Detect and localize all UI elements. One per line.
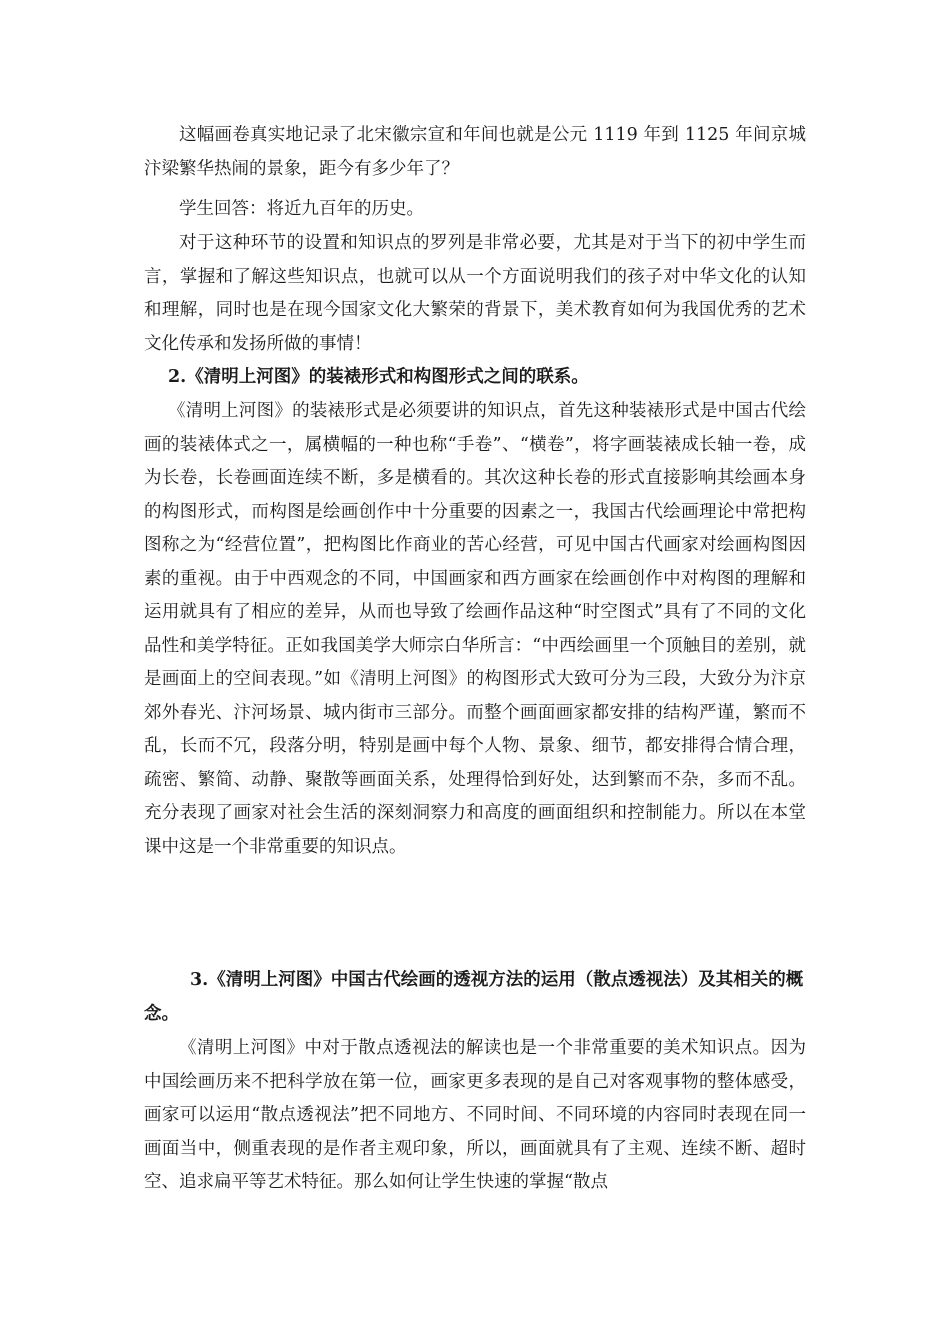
- paragraph-knowledge-points: 对于这种环节的设置和知识点的罗列是非常必要，尤其是对于当下的初中学生而言，掌握和了解这些知识点，也就可以从一个方面说明我们的孩子对中华文化的认知和理解，同时也是在现今国家文化大繁荣的背景下，美术教育如何为我国优秀的艺术文化传承和发扬所做的事情！: [144, 233, 806, 354]
- section-heading-3: 3.《清明上河图》中国古代绘画的透视方法的运用（散点透视法）及其相关的概念。: [144, 970, 804, 1024]
- paragraph-painting-record: 这幅画卷真实地记录了北宋徽宗宣和年间也就是公元 1119 年到 1125 年间京城汴梁繁华热闹的景象，距今有多少年了？: [144, 125, 806, 179]
- paragraph-student-answer: 学生回答：将近九百年的历史。: [179, 199, 424, 219]
- paragraph-scattered-perspective: 《清明上河图》中对于散点透视法的解读也是一个非常重要的美术知识点。因为中国绘画历来不把科学放在第一位，画家更多表现的是自己对客观事物的整体感受，画家可以运用“散点透视法”把不同地方、不同时间、不同环境的内容同时表现在同一画面当中，侧重表现的是作者主观印象，所以，画面就具有了主观、连续不断、超时空、追求扁平等艺术特征。那么如何让学生快速的掌握“散点: [144, 1038, 806, 1192]
- section-heading-2: 2.《清明上河图》的装裱形式和构图形式之间的联系。: [168, 367, 589, 387]
- paragraph-mounting-composition: 《清明上河图》的装裱形式是必须要讲的知识点，首先这种装裱形式是中国古代绘画的装裱体式之一，属横幅的一种也称“手卷”、“横卷”，将字画装裱成长轴一卷，成为长卷，长卷画面连续不断，多是横看的。其次这种长卷的形式直接影响其绘画本身的构图形式，而构图是绘画创作中十分重要的因素之一，我国古代绘画理论中常把构图称之为“经营位置”，把构图比作商业的苦心经营，可见中国古代画家对绘画构图因素的重视。由于中西观念的不同，中国画家和西方画家在绘画创作中对构图的理解和运用就具有了相应的差异，从而也导致了绘画作品这种“时空图式”具有了不同的文化品性和美学特征。正如我国美学大师宗白华所言：“中西绘画里一个顶触目的差别，就是画面上的空间表现。”如《清明上河图》的构图形式大致可分为三段，大致分为汴京郊外春光、汴河场景、城内街市三部分。而整个画面画家都安排的结构严谨，繁而不乱，长而不冗，段落分明，特别是画中每个人物、景象、细节，都安排得合情合理，疏密、繁简、动静、聚散等画面关系，处理得恰到好处，达到繁而不杂，多而不乱。充分表现了画家对社会生活的深刻洞察力和高度的画面组织和控制能力。所以在本堂课中这是一个非常重要的知识点。: [144, 401, 806, 857]
